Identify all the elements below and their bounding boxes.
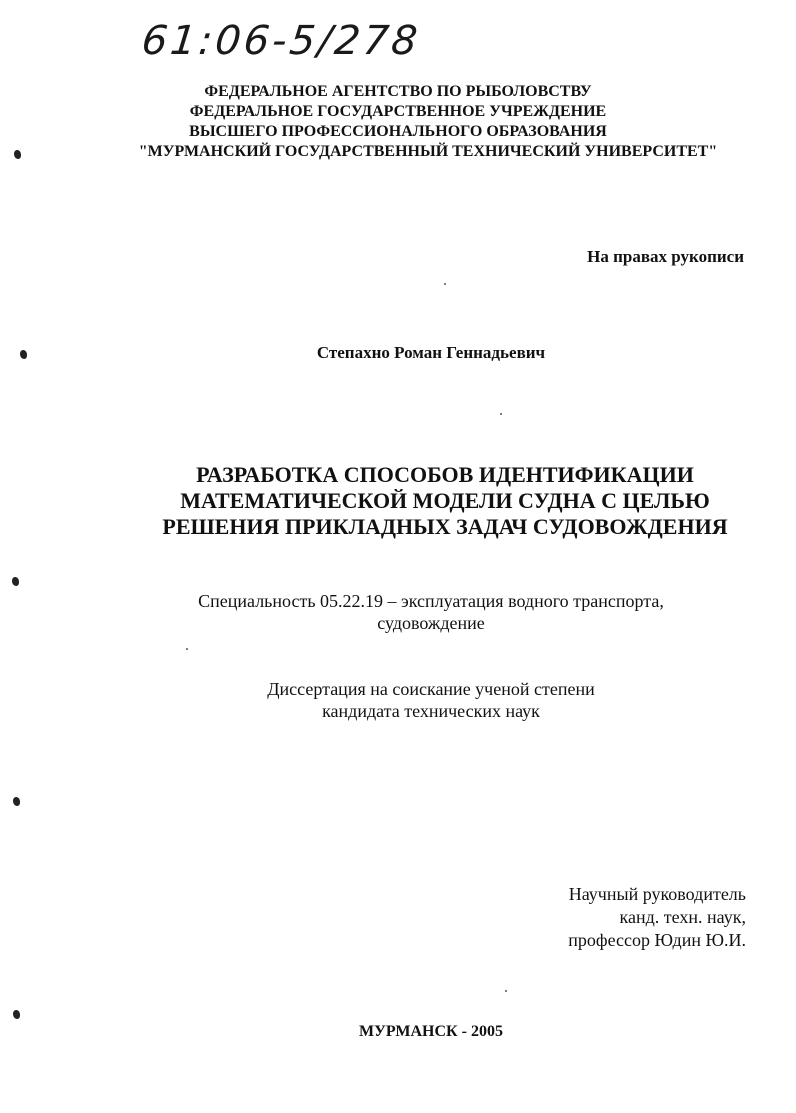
organization-header [0,82,796,162]
scan-speck [505,990,507,992]
scan-mark [14,150,21,159]
advisor-line: профессор Юдин Ю.И. [568,930,746,950]
organization-line: "МУРМАНСКИЙ ГОСУДАРСТВЕННЫЙ ТЕХНИЧЕСКИЙ УНИВЕРСИТЕТ" [138,143,718,160]
city-year: МУРМАНСК - 2005 [359,1023,503,1040]
scan-speck [500,413,502,415]
specialty-line: Специальность 05.22.19 – эксплуатация водного транспорта, [198,591,664,611]
degree-statement [0,678,796,722]
scientific-advisor [568,883,746,952]
author-name: Степахно Роман Геннадьевич [316,343,546,362]
scan-speck [186,648,188,650]
organization-line: ФЕДЕРАЛЬНОЕ ГОСУДАРСТВЕННОЕ УЧРЕЖДЕНИЕ [189,103,607,120]
scan-mark [13,1010,20,1019]
title-line: РЕШЕНИЯ ПРИКЛАДНЫХ ЗАДАЧ СУДОВОЖДЕНИЯ [162,514,728,539]
advisor-line: Научный руководитель [568,884,746,904]
advisor-line: канд. техн. наук, [619,907,746,927]
archive-number-handwritten: 61:06-5/278 [139,18,423,64]
title-line: РАЗРАБОТКА СПОСОБОВ ИДЕНТИФИКАЦИИ [196,462,694,487]
title-line: МАТЕМАТИЧЕСКОЙ МОДЕЛИ СУДНА С ЦЕЛЬЮ [180,488,710,513]
dissertation-title [0,462,796,540]
organization-line: ВЫСШЕГО ПРОФЕССИОНАЛЬНОГО ОБРАЗОВАНИЯ [189,123,607,140]
specialty [0,590,796,634]
degree-line: кандидата технических наук [322,701,540,721]
scan-mark [20,350,27,359]
specialty-line: судовождение [377,613,485,633]
scan-mark [13,797,20,806]
degree-line: Диссертация на соискание ученой степени [267,679,595,699]
scan-speck [444,283,446,285]
scan-mark [12,577,19,586]
manuscript-rights: На правах рукописи [587,247,744,266]
organization-line: ФЕДЕРАЛЬНОЕ АГЕНТСТВО ПО РЫБОЛОВСТВУ [204,83,592,100]
